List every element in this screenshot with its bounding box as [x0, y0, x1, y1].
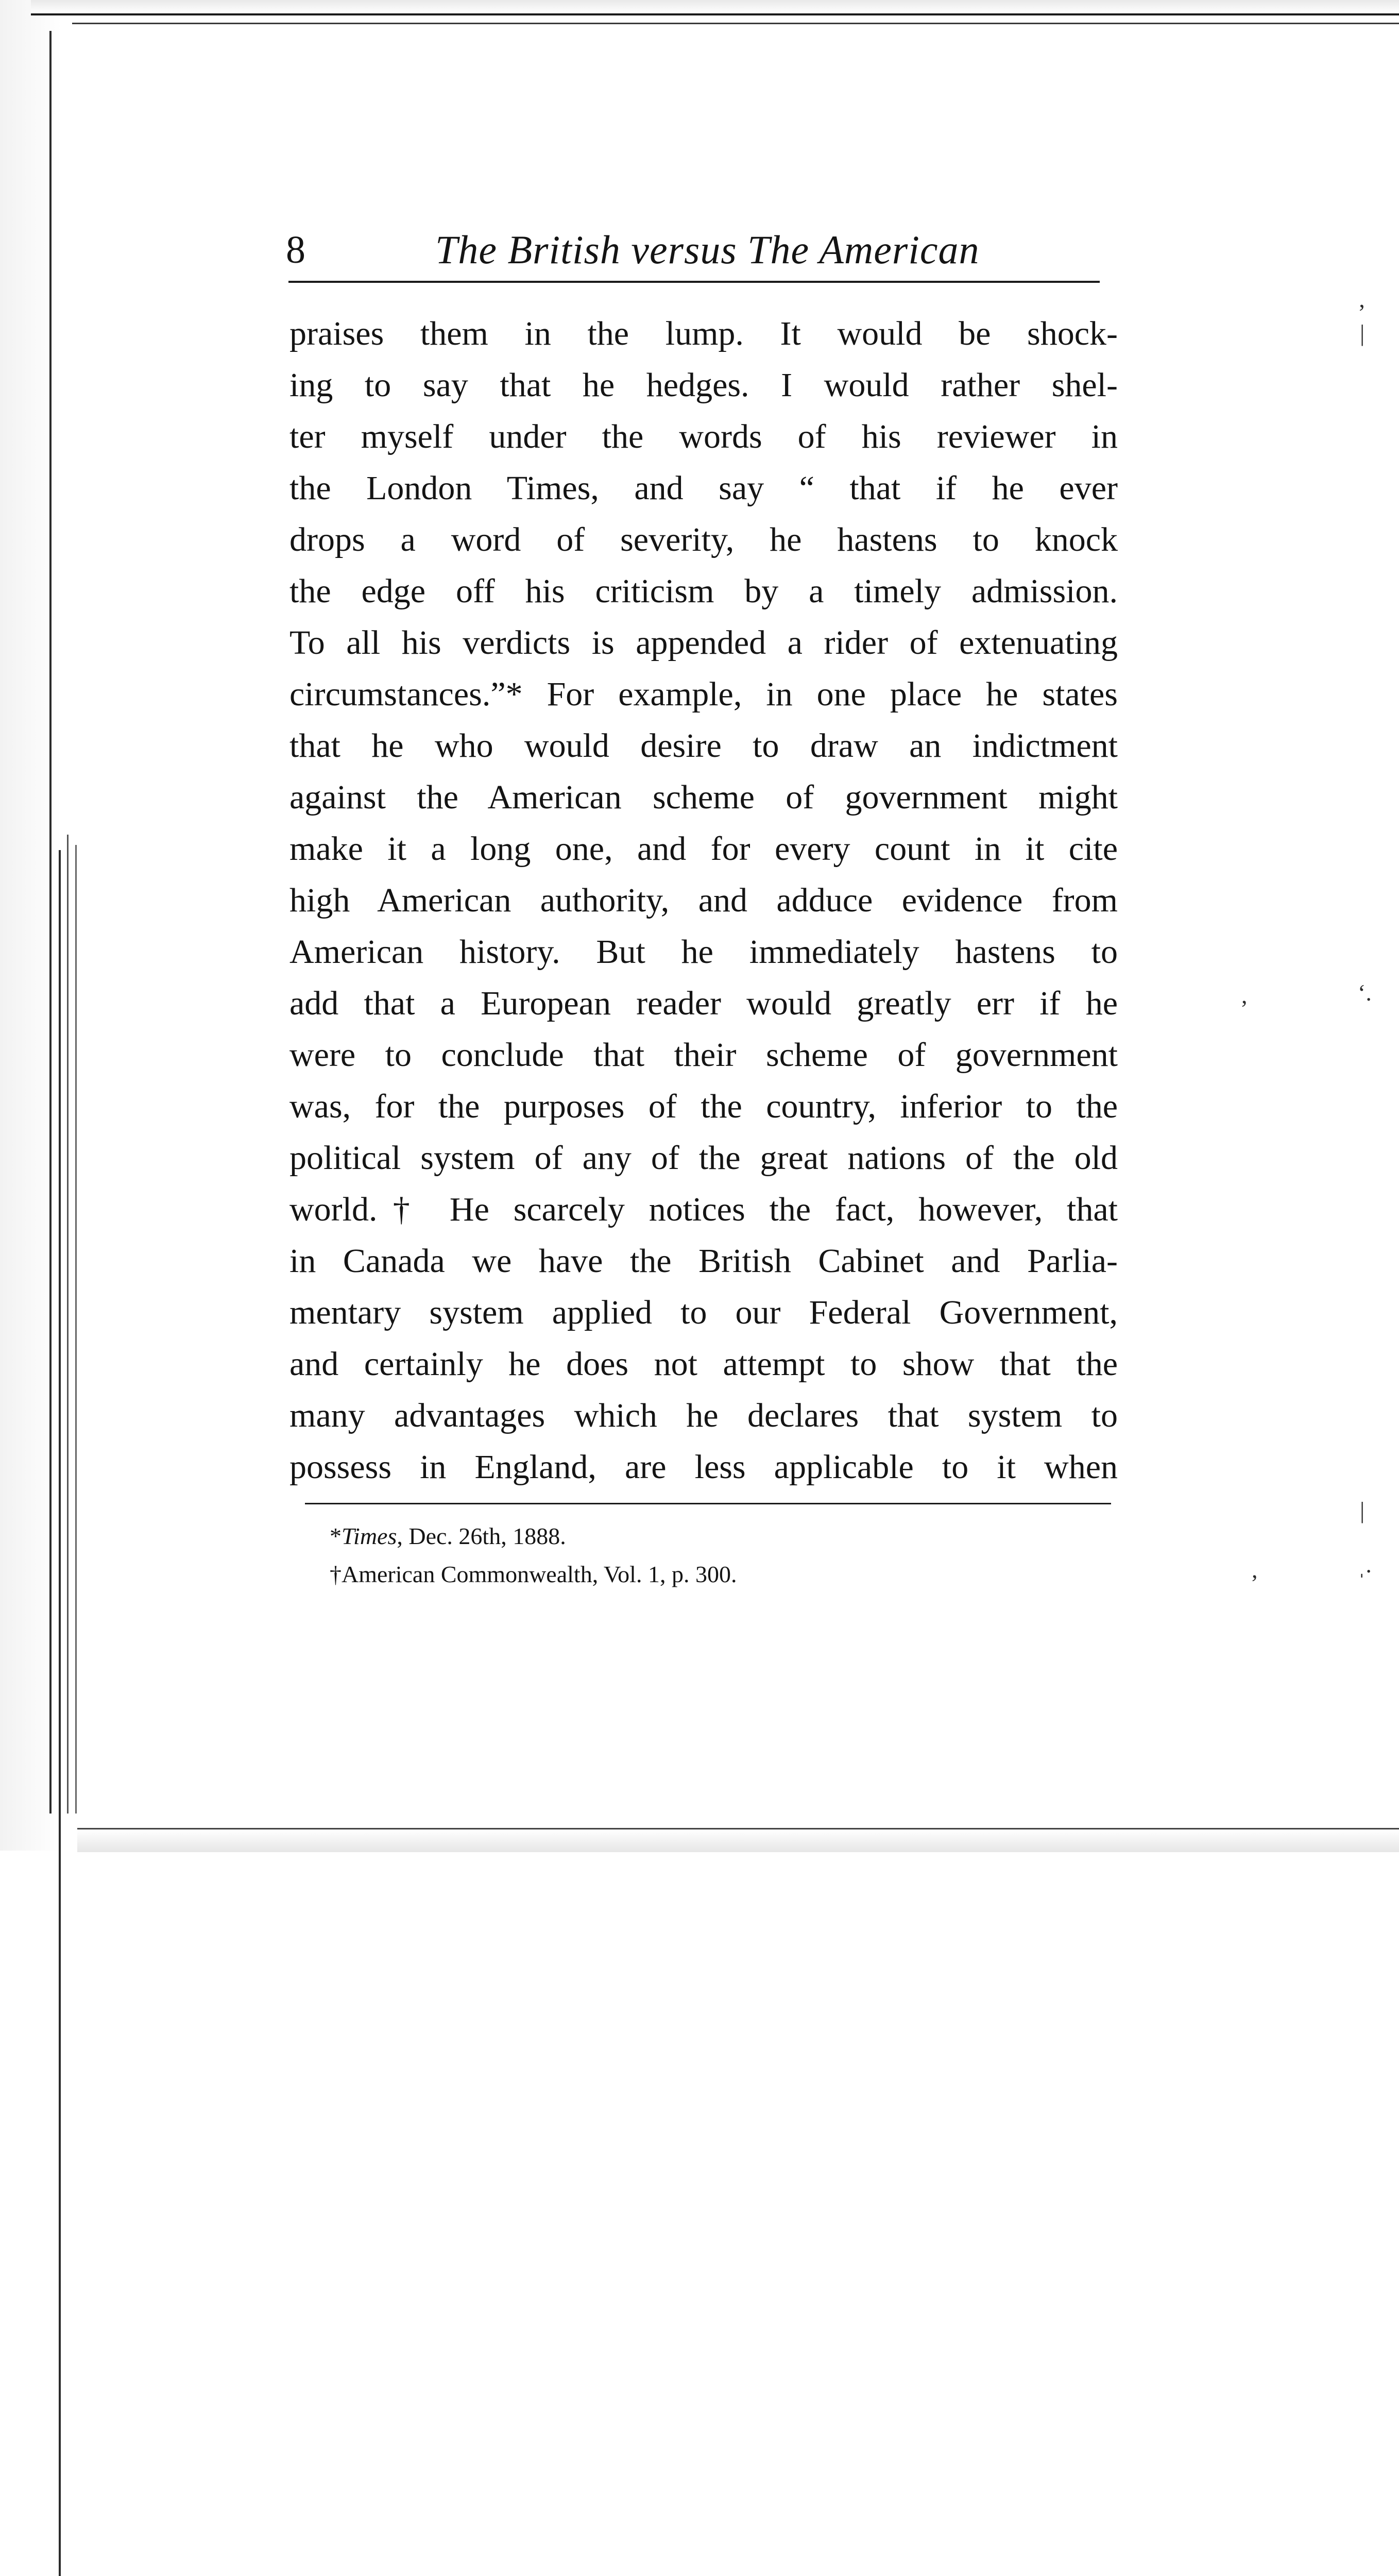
text-line: American history. But he immediately hastens to	[289, 933, 1118, 971]
text-line: political system of any of the great nations of the old	[289, 1139, 1118, 1177]
text-line: that he who would desire to draw an indictment	[289, 727, 1118, 765]
scan-speck: ,	[1252, 1556, 1258, 1583]
text-line: circumstances.”* For example, in one place he states	[289, 675, 1118, 713]
text-line: in Canada we have the British Cabinet and Parlia-	[289, 1242, 1118, 1280]
text-line: praises them in the lump. It would be shock-	[289, 315, 1118, 352]
page-edge-line	[75, 845, 77, 1814]
text-line: the edge off his criticism by a timely admission.	[289, 572, 1118, 610]
header-rule	[288, 281, 1100, 283]
text-line: against the American scheme of government might	[289, 778, 1118, 816]
text-line: high American authority, and adduce evidence from	[289, 882, 1118, 919]
scan-speck: ˌ.	[1358, 1551, 1372, 1578]
page-edge-line	[49, 31, 52, 1814]
scan-speck: |	[1360, 1497, 1365, 1523]
page-edge-line	[67, 835, 69, 1814]
text-line: possess in England, are less applicable to it when	[289, 1448, 1118, 1486]
page-number: 8	[286, 228, 305, 272]
scan-speck: ,	[1241, 982, 1248, 1008]
text-line: many advantages which he declares that system to	[289, 1397, 1118, 1434]
footnote-commonwealth: †American Commonwealth, Vol. 1, p. 300.	[330, 1561, 737, 1587]
text-line: ter myself under the words of his reviewer in	[289, 418, 1118, 455]
page-title: The British versus The American	[435, 227, 980, 272]
text-line: mentary system applied to our Federal Government,	[289, 1294, 1118, 1331]
footnote-source: Times	[342, 1523, 397, 1549]
page-bottom-edge	[77, 1828, 1399, 1852]
text-line: drops a word of severity, he hastens to knock	[289, 521, 1118, 558]
running-head	[286, 222, 1097, 278]
body-text	[289, 308, 1118, 1493]
scan-speck: ‘.	[1358, 979, 1372, 1006]
footnote-citation: , Dec. 26th, 1888.	[397, 1523, 566, 1549]
page-edge-line	[59, 850, 61, 2576]
page-top-edge	[31, 0, 1399, 15]
scan-speck: ʼ	[1358, 299, 1366, 326]
text-line: world.† He scarcely notices the fact, however, that	[289, 1191, 1118, 1228]
footnote-rule	[305, 1503, 1111, 1504]
text-line: was, for the purposes of the country, inferior to the	[289, 1088, 1118, 1125]
text-line: To all his verdicts is appended a rider of extenuating	[289, 624, 1118, 662]
footnotes	[330, 1517, 999, 1594]
text-line: add that a European reader would greatly err if he	[289, 985, 1118, 1022]
page-top-edge-line	[72, 23, 1399, 24]
scan-speck: |	[1360, 320, 1365, 346]
page-binding-edge	[0, 0, 62, 1851]
text-line: the London Times, and say “ that if he ever	[289, 469, 1118, 507]
text-line: and certainly he does not attempt to show that the	[289, 1345, 1118, 1383]
text-line: ing to say that he hedges. I would rather shel-	[289, 366, 1118, 404]
text-line: were to conclude that their scheme of government	[289, 1036, 1118, 1074]
footnote-times	[330, 1517, 999, 1555]
text-line: make it a long one, and for every count in it cite	[289, 830, 1118, 868]
footnote-mark: *	[330, 1523, 342, 1549]
